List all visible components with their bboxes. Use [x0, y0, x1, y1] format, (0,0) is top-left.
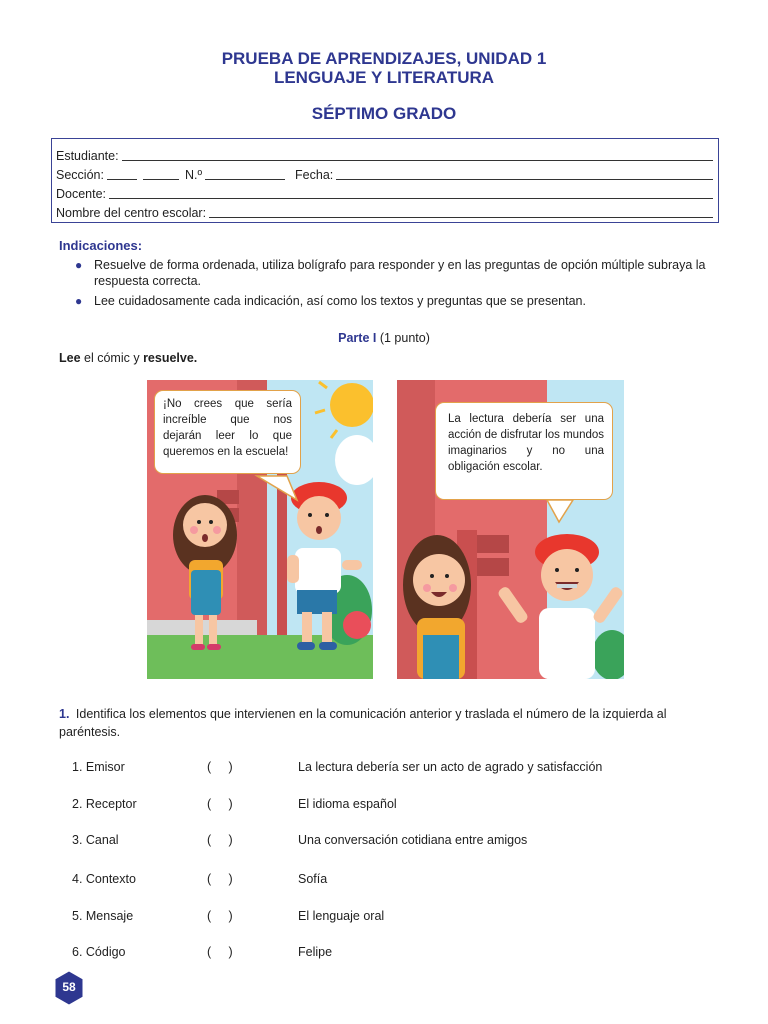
bullet-icon: ● — [75, 258, 83, 272]
instructions — [59, 238, 719, 313]
match-row — [72, 945, 722, 963]
match-right-item: El idioma español — [298, 797, 397, 811]
school-label: Nombre del centro escolar: — [56, 206, 207, 220]
match-row — [72, 833, 722, 851]
student-info-box — [51, 138, 719, 223]
comic-panel-2 — [397, 380, 624, 679]
match-left-item: 6. Código — [72, 945, 126, 959]
question-number: 1. — [59, 707, 70, 721]
part-label: Parte I — [338, 331, 377, 345]
match-right-item: La lectura debería ser un acto de agrado y satisfacción — [298, 760, 603, 774]
answer-parenthesis[interactable]: ( ) — [207, 872, 233, 886]
answer-parenthesis[interactable]: ( ) — [207, 760, 233, 774]
section-field-2[interactable] — [143, 167, 179, 180]
number-field[interactable] — [205, 167, 285, 180]
section-label: Sección: — [56, 168, 104, 182]
question-text: Identifica los elementos que intervienen en la comunicación anterior y traslada el número de la izquierda al paréntesis. — [59, 707, 667, 739]
match-right-item: Felipe — [298, 945, 333, 959]
date-field[interactable] — [336, 167, 713, 180]
teacher-field[interactable] — [109, 186, 713, 199]
student-field[interactable] — [122, 148, 713, 161]
teacher-label: Docente: — [56, 187, 107, 201]
match-left-item: 5. Mensaje — [72, 909, 134, 923]
read-directive — [59, 351, 197, 365]
instruction-item — [59, 257, 719, 289]
answer-parenthesis[interactable]: ( ) — [207, 833, 233, 847]
instruction-text: Lee cuidadosamente cada indicación, así como los textos y preguntas que se presentan. — [94, 294, 586, 308]
directive-middle: el cómic y — [80, 351, 144, 365]
match-left-item: 3. Canal — [72, 833, 119, 847]
match-right-item: El lenguaje oral — [298, 909, 385, 923]
exam-title: PRUEBA DE APRENDIZAJES, UNIDAD 1 — [221, 49, 547, 68]
match-left-item: 1. Emisor — [72, 760, 125, 774]
student-row — [56, 144, 713, 163]
comic-panel-1 — [147, 380, 373, 679]
student-label: Estudiante: — [56, 149, 119, 163]
question-1 — [59, 705, 721, 741]
subject-title: LENGUAJE Y LITERATURA — [273, 68, 495, 87]
teacher-row — [56, 182, 713, 201]
number-label: N.º — [184, 168, 203, 182]
match-left-item: 4. Contexto — [72, 872, 136, 886]
school-row — [56, 201, 713, 220]
speech-bubble-1: ¡No crees que sería increíble que nos dejarán leer lo que queremos en la escuela! — [154, 390, 301, 474]
match-row — [72, 760, 722, 778]
section-row — [56, 163, 713, 182]
match-right-item: Una conversación cotidiana entre amigos — [298, 833, 528, 847]
instructions-title: Indicaciones: — [59, 238, 143, 253]
page-number: 58 — [62, 980, 76, 994]
page-number-badge — [52, 970, 86, 1006]
match-right-item: Sofía — [298, 872, 328, 886]
grade-title: SÉPTIMO GRADO — [311, 104, 457, 123]
part-points: (1 punto) — [379, 331, 430, 345]
section-field[interactable] — [107, 167, 137, 180]
instruction-item — [59, 293, 719, 309]
school-field[interactable] — [209, 205, 713, 218]
answer-parenthesis[interactable]: ( ) — [207, 945, 233, 959]
speech-bubble-2: La lectura debería ser una acción de disfrutar los mundos imaginarios y no una obligación escolar. — [435, 402, 613, 500]
match-row — [72, 797, 722, 815]
date-label: Fecha: — [295, 168, 334, 182]
answer-parenthesis[interactable]: ( ) — [207, 797, 233, 811]
part-heading — [0, 331, 768, 345]
answer-parenthesis[interactable]: ( ) — [207, 909, 233, 923]
bullet-icon: ● — [75, 294, 83, 308]
directive-verb-read: Lee — [59, 351, 81, 365]
instruction-text: Resuelve de forma ordenada, utiliza bolígrafo para responder y en las preguntas de opción múltiple subraya la respuesta correcta. — [94, 258, 706, 288]
match-row — [72, 872, 722, 890]
directive-verb-solve: resuelve. — [143, 351, 198, 365]
match-left-item: 2. Receptor — [72, 797, 137, 811]
match-row — [72, 909, 722, 927]
